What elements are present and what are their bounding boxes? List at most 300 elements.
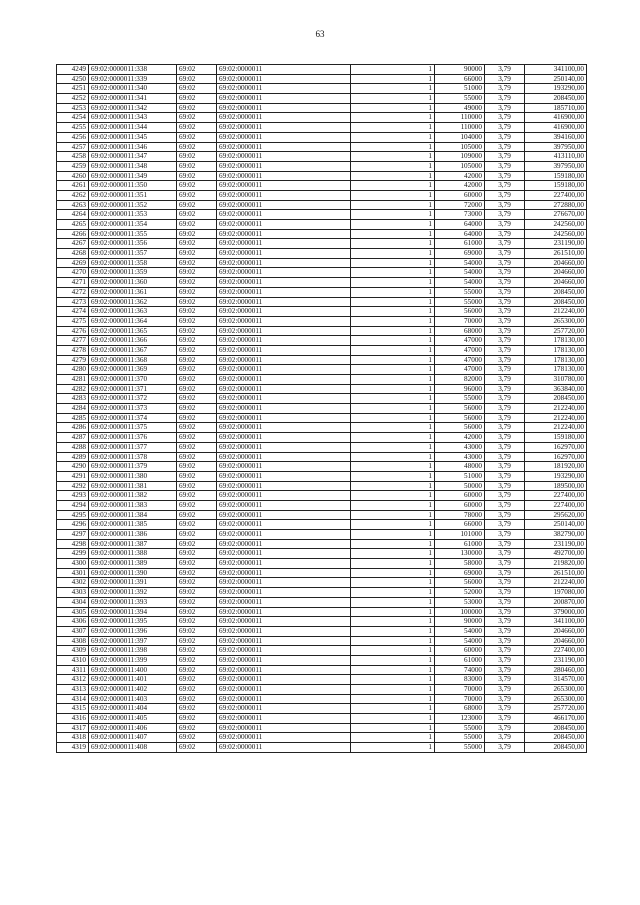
cadastral-quarter: 69:02:0000011: [217, 723, 351, 733]
cadastral-quarter: 69:02:0000011: [217, 152, 351, 162]
row-number: 4281: [57, 375, 89, 385]
cadastral-quarter: 69:02:0000011: [217, 355, 351, 365]
cadastral-number: 69:02:0000011:385: [89, 520, 177, 530]
cadastral-number: 69:02:0000011:384: [89, 510, 177, 520]
cadastral-quarter: 69:02:0000011: [217, 578, 351, 588]
area-cell: 104000: [435, 132, 485, 142]
rate-cell: 3,79: [485, 510, 525, 520]
cadastral-quarter: 69:02:0000011: [217, 433, 351, 443]
area-cell: 50000: [435, 481, 485, 491]
cadastral-quarter: 69:02:0000011: [217, 200, 351, 210]
rate-cell: 3,79: [485, 84, 525, 94]
area-cell: 49000: [435, 103, 485, 113]
cadastral-quarter: 69:02:0000011: [217, 181, 351, 191]
row-number: 4252: [57, 94, 89, 104]
amount-cell: 159180,00: [525, 433, 587, 443]
row-number: 4263: [57, 200, 89, 210]
cadastral-quarter: 69:02:0000011: [217, 171, 351, 181]
cadastral-quarter: 69:02:0000011: [217, 258, 351, 268]
area-cell: 48000: [435, 462, 485, 472]
district-code: 69:02: [177, 588, 217, 598]
quantity-cell: 1: [351, 278, 435, 288]
cadastral-quarter: 69:02:0000011: [217, 84, 351, 94]
amount-cell: 265300,00: [525, 316, 587, 326]
row-number: 4311: [57, 665, 89, 675]
rate-cell: 3,79: [485, 94, 525, 104]
cadastral-number: 69:02:0000011:401: [89, 675, 177, 685]
rate-cell: 3,79: [485, 491, 525, 501]
amount-cell: 185710,00: [525, 103, 587, 113]
cadastral-quarter: 69:02:0000011: [217, 491, 351, 501]
amount-cell: 466170,00: [525, 714, 587, 724]
table-row: [57, 607, 587, 617]
quantity-cell: 1: [351, 355, 435, 365]
cadastral-quarter: 69:02:0000011: [217, 336, 351, 346]
rate-cell: 3,79: [485, 500, 525, 510]
cadastral-number: 69:02:0000011:354: [89, 220, 177, 230]
row-number: 4258: [57, 152, 89, 162]
cadastral-quarter: 69:02:0000011: [217, 539, 351, 549]
table-row: [57, 733, 587, 743]
quantity-cell: 1: [351, 123, 435, 133]
quantity-cell: 1: [351, 161, 435, 171]
cadastral-quarter: 69:02:0000011: [217, 113, 351, 123]
amount-cell: 178130,00: [525, 365, 587, 375]
cadastral-number: 69:02:0000011:361: [89, 287, 177, 297]
amount-cell: 231190,00: [525, 539, 587, 549]
row-number: 4273: [57, 297, 89, 307]
table-row: [57, 530, 587, 540]
quantity-cell: 1: [351, 249, 435, 259]
cadastral-quarter: 69:02:0000011: [217, 384, 351, 394]
district-code: 69:02: [177, 607, 217, 617]
table-row: [57, 142, 587, 152]
amount-cell: 181920,00: [525, 462, 587, 472]
row-number: 4306: [57, 617, 89, 627]
table-row: [57, 685, 587, 695]
row-number: 4315: [57, 704, 89, 714]
cadastral-number: 69:02:0000011:352: [89, 200, 177, 210]
cadastral-number: 69:02:0000011:367: [89, 345, 177, 355]
cadastral-quarter: 69:02:0000011: [217, 510, 351, 520]
rate-cell: 3,79: [485, 481, 525, 491]
cadastral-quarter: 69:02:0000011: [217, 685, 351, 695]
row-number: 4261: [57, 181, 89, 191]
cadastral-number: 69:02:0000011:362: [89, 297, 177, 307]
amount-cell: 314570,00: [525, 675, 587, 685]
amount-cell: 280460,00: [525, 665, 587, 675]
rate-cell: 3,79: [485, 714, 525, 724]
quantity-cell: 1: [351, 142, 435, 152]
area-cell: 70000: [435, 685, 485, 695]
district-code: 69:02: [177, 384, 217, 394]
row-number: 4295: [57, 510, 89, 520]
cadastral-quarter: 69:02:0000011: [217, 520, 351, 530]
area-cell: 47000: [435, 365, 485, 375]
table-row: [57, 636, 587, 646]
rate-cell: 3,79: [485, 413, 525, 423]
amount-cell: 208450,00: [525, 94, 587, 104]
cadastral-quarter: 69:02:0000011: [217, 268, 351, 278]
rate-cell: 3,79: [485, 588, 525, 598]
cadastral-number: 69:02:0000011:360: [89, 278, 177, 288]
rate-cell: 3,79: [485, 675, 525, 685]
row-number: 4293: [57, 491, 89, 501]
cadastral-quarter: 69:02:0000011: [217, 365, 351, 375]
cadastral-number: 69:02:0000011:381: [89, 481, 177, 491]
cadastral-quarter: 69:02:0000011: [217, 142, 351, 152]
table-row: [57, 355, 587, 365]
district-code: 69:02: [177, 171, 217, 181]
table-row: [57, 578, 587, 588]
cadastral-number: 69:02:0000011:339: [89, 74, 177, 84]
row-number: 4316: [57, 714, 89, 724]
cadastral-quarter: 69:02:0000011: [217, 278, 351, 288]
table-row: [57, 675, 587, 685]
quantity-cell: 1: [351, 646, 435, 656]
area-cell: 54000: [435, 626, 485, 636]
rate-cell: 3,79: [485, 694, 525, 704]
table-row: [57, 520, 587, 530]
cadastral-number: 69:02:0000011:347: [89, 152, 177, 162]
cadastral-number: 69:02:0000011:382: [89, 491, 177, 501]
district-code: 69:02: [177, 142, 217, 152]
area-cell: 55000: [435, 287, 485, 297]
area-cell: 42000: [435, 171, 485, 181]
quantity-cell: 1: [351, 365, 435, 375]
row-number: 4257: [57, 142, 89, 152]
quantity-cell: 1: [351, 549, 435, 559]
rate-cell: 3,79: [485, 733, 525, 743]
cadastral-number: 69:02:0000011:364: [89, 316, 177, 326]
amount-cell: 341100,00: [525, 617, 587, 627]
rate-cell: 3,79: [485, 152, 525, 162]
amount-cell: 208450,00: [525, 287, 587, 297]
amount-cell: 204660,00: [525, 636, 587, 646]
row-number: 4308: [57, 636, 89, 646]
quantity-cell: 1: [351, 152, 435, 162]
rate-cell: 3,79: [485, 442, 525, 452]
district-code: 69:02: [177, 74, 217, 84]
district-code: 69:02: [177, 694, 217, 704]
district-code: 69:02: [177, 84, 217, 94]
cadastral-number: 69:02:0000011:363: [89, 307, 177, 317]
row-number: 4254: [57, 113, 89, 123]
row-number: 4256: [57, 132, 89, 142]
district-code: 69:02: [177, 365, 217, 375]
district-code: 69:02: [177, 336, 217, 346]
table-row: [57, 326, 587, 336]
district-code: 69:02: [177, 229, 217, 239]
amount-cell: 212240,00: [525, 404, 587, 414]
row-number: 4268: [57, 249, 89, 259]
row-number: 4277: [57, 336, 89, 346]
cadastral-quarter: 69:02:0000011: [217, 530, 351, 540]
quantity-cell: 1: [351, 733, 435, 743]
cadastral-quarter: 69:02:0000011: [217, 500, 351, 510]
cadastral-number: 69:02:0000011:370: [89, 375, 177, 385]
rate-cell: 3,79: [485, 113, 525, 123]
amount-cell: 212240,00: [525, 578, 587, 588]
district-code: 69:02: [177, 278, 217, 288]
amount-cell: 219820,00: [525, 559, 587, 569]
cadastral-quarter: 69:02:0000011: [217, 394, 351, 404]
cadastral-number: 69:02:0000011:408: [89, 743, 177, 753]
cadastral-number: 69:02:0000011:388: [89, 549, 177, 559]
row-number: 4313: [57, 685, 89, 695]
row-number: 4266: [57, 229, 89, 239]
area-cell: 47000: [435, 355, 485, 365]
district-code: 69:02: [177, 190, 217, 200]
quantity-cell: 1: [351, 559, 435, 569]
area-cell: 109000: [435, 152, 485, 162]
quantity-cell: 1: [351, 336, 435, 346]
cadastral-number: 69:02:0000011:358: [89, 258, 177, 268]
district-code: 69:02: [177, 307, 217, 317]
table-row: [57, 617, 587, 627]
area-cell: 55000: [435, 743, 485, 753]
table-row: [57, 123, 587, 133]
area-cell: 82000: [435, 375, 485, 385]
row-number: 4285: [57, 413, 89, 423]
quantity-cell: 1: [351, 132, 435, 142]
amount-cell: 208450,00: [525, 723, 587, 733]
cadastral-number: 69:02:0000011:344: [89, 123, 177, 133]
cadastral-quarter: 69:02:0000011: [217, 74, 351, 84]
area-cell: 47000: [435, 336, 485, 346]
area-cell: 83000: [435, 675, 485, 685]
amount-cell: 397950,00: [525, 161, 587, 171]
table-row: [57, 297, 587, 307]
amount-cell: 265300,00: [525, 694, 587, 704]
row-number: 4267: [57, 239, 89, 249]
area-cell: 42000: [435, 433, 485, 443]
quantity-cell: 1: [351, 190, 435, 200]
rate-cell: 3,79: [485, 345, 525, 355]
rate-cell: 3,79: [485, 471, 525, 481]
amount-cell: 257720,00: [525, 326, 587, 336]
cadastral-number: 69:02:0000011:371: [89, 384, 177, 394]
amount-cell: 310780,00: [525, 375, 587, 385]
rate-cell: 3,79: [485, 636, 525, 646]
area-cell: 61000: [435, 239, 485, 249]
cadastral-quarter: 69:02:0000011: [217, 229, 351, 239]
amount-cell: 397950,00: [525, 142, 587, 152]
area-cell: 70000: [435, 694, 485, 704]
district-code: 69:02: [177, 423, 217, 433]
row-number: 4298: [57, 539, 89, 549]
district-code: 69:02: [177, 578, 217, 588]
area-cell: 60000: [435, 646, 485, 656]
cadastral-quarter: 69:02:0000011: [217, 452, 351, 462]
cadastral-quarter: 69:02:0000011: [217, 190, 351, 200]
district-code: 69:02: [177, 500, 217, 510]
area-cell: 60000: [435, 500, 485, 510]
quantity-cell: 1: [351, 65, 435, 75]
area-cell: 74000: [435, 665, 485, 675]
rate-cell: 3,79: [485, 704, 525, 714]
cadastral-quarter: 69:02:0000011: [217, 714, 351, 724]
area-cell: 68000: [435, 704, 485, 714]
cadastral-number: 69:02:0000011:393: [89, 597, 177, 607]
table-row: [57, 287, 587, 297]
row-number: 4272: [57, 287, 89, 297]
row-number: 4317: [57, 723, 89, 733]
district-code: 69:02: [177, 723, 217, 733]
amount-cell: 413110,00: [525, 152, 587, 162]
cadastral-number: 69:02:0000011:386: [89, 530, 177, 540]
table-row: [57, 471, 587, 481]
row-number: 4314: [57, 694, 89, 704]
amount-cell: 178130,00: [525, 355, 587, 365]
area-cell: 56000: [435, 404, 485, 414]
amount-cell: 159180,00: [525, 171, 587, 181]
district-code: 69:02: [177, 452, 217, 462]
district-code: 69:02: [177, 704, 217, 714]
quantity-cell: 1: [351, 607, 435, 617]
cadastral-number: 69:02:0000011:376: [89, 433, 177, 443]
table-row: [57, 239, 587, 249]
row-number: 4299: [57, 549, 89, 559]
district-code: 69:02: [177, 113, 217, 123]
rate-cell: 3,79: [485, 297, 525, 307]
rate-cell: 3,79: [485, 665, 525, 675]
table-row: [57, 220, 587, 230]
cadastral-quarter: 69:02:0000011: [217, 743, 351, 753]
area-cell: 55000: [435, 297, 485, 307]
quantity-cell: 1: [351, 384, 435, 394]
quantity-cell: 1: [351, 394, 435, 404]
row-number: 4290: [57, 462, 89, 472]
table-row: [57, 626, 587, 636]
cadastral-quarter: 69:02:0000011: [217, 617, 351, 627]
cadastral-number: 69:02:0000011:394: [89, 607, 177, 617]
quantity-cell: 1: [351, 714, 435, 724]
cadastral-number: 69:02:0000011:380: [89, 471, 177, 481]
table-row: [57, 452, 587, 462]
cadastral-number: 69:02:0000011:366: [89, 336, 177, 346]
cadastral-quarter: 69:02:0000011: [217, 210, 351, 220]
district-code: 69:02: [177, 268, 217, 278]
quantity-cell: 1: [351, 268, 435, 278]
cadastral-quarter: 69:02:0000011: [217, 733, 351, 743]
amount-cell: 250140,00: [525, 74, 587, 84]
quantity-cell: 1: [351, 103, 435, 113]
row-number: 4307: [57, 626, 89, 636]
rate-cell: 3,79: [485, 384, 525, 394]
row-number: 4296: [57, 520, 89, 530]
row-number: 4274: [57, 307, 89, 317]
area-cell: 110000: [435, 123, 485, 133]
cadastral-quarter: 69:02:0000011: [217, 239, 351, 249]
cadastral-number: 69:02:0000011:365: [89, 326, 177, 336]
area-cell: 47000: [435, 345, 485, 355]
quantity-cell: 1: [351, 481, 435, 491]
cadastral-quarter: 69:02:0000011: [217, 626, 351, 636]
table-row: [57, 132, 587, 142]
area-cell: 53000: [435, 597, 485, 607]
district-code: 69:02: [177, 316, 217, 326]
table-row: [57, 597, 587, 607]
district-code: 69:02: [177, 491, 217, 501]
district-code: 69:02: [177, 617, 217, 627]
area-cell: 56000: [435, 307, 485, 317]
area-cell: 105000: [435, 161, 485, 171]
quantity-cell: 1: [351, 74, 435, 84]
table-row: [57, 65, 587, 75]
quantity-cell: 1: [351, 588, 435, 598]
cadastral-quarter: 69:02:0000011: [217, 559, 351, 569]
district-code: 69:02: [177, 539, 217, 549]
cadastral-quarter: 69:02:0000011: [217, 588, 351, 598]
quantity-cell: 1: [351, 655, 435, 665]
row-number: 4260: [57, 171, 89, 181]
district-code: 69:02: [177, 597, 217, 607]
amount-cell: 242560,00: [525, 229, 587, 239]
table-row: [57, 84, 587, 94]
quantity-cell: 1: [351, 723, 435, 733]
cadastral-quarter: 69:02:0000011: [217, 345, 351, 355]
district-code: 69:02: [177, 287, 217, 297]
rate-cell: 3,79: [485, 190, 525, 200]
rate-cell: 3,79: [485, 685, 525, 695]
cadastral-number: 69:02:0000011:379: [89, 462, 177, 472]
quantity-cell: 1: [351, 452, 435, 462]
cadastral-quarter: 69:02:0000011: [217, 655, 351, 665]
cadastral-quarter: 69:02:0000011: [217, 65, 351, 75]
area-cell: 101000: [435, 530, 485, 540]
area-cell: 96000: [435, 384, 485, 394]
area-cell: 66000: [435, 520, 485, 530]
cadastral-quarter: 69:02:0000011: [217, 103, 351, 113]
rate-cell: 3,79: [485, 743, 525, 753]
cadastral-number: 69:02:0000011:369: [89, 365, 177, 375]
table-row: [57, 404, 587, 414]
quantity-cell: 1: [351, 578, 435, 588]
row-number: 4288: [57, 442, 89, 452]
cadastral-number: 69:02:0000011:372: [89, 394, 177, 404]
amount-cell: 227400,00: [525, 190, 587, 200]
rate-cell: 3,79: [485, 287, 525, 297]
district-code: 69:02: [177, 65, 217, 75]
rate-cell: 3,79: [485, 258, 525, 268]
amount-cell: 208450,00: [525, 743, 587, 753]
area-cell: 54000: [435, 268, 485, 278]
row-number: 4270: [57, 268, 89, 278]
cadastral-number: 69:02:0000011:374: [89, 413, 177, 423]
rate-cell: 3,79: [485, 200, 525, 210]
area-cell: 56000: [435, 423, 485, 433]
rate-cell: 3,79: [485, 520, 525, 530]
quantity-cell: 1: [351, 316, 435, 326]
row-number: 4262: [57, 190, 89, 200]
amount-cell: 242560,00: [525, 220, 587, 230]
row-number: 4301: [57, 568, 89, 578]
row-number: 4287: [57, 433, 89, 443]
quantity-cell: 1: [351, 685, 435, 695]
cadastral-number: 69:02:0000011:353: [89, 210, 177, 220]
quantity-cell: 1: [351, 113, 435, 123]
district-code: 69:02: [177, 685, 217, 695]
rate-cell: 3,79: [485, 181, 525, 191]
table-row: [57, 423, 587, 433]
cadastral-number: 69:02:0000011:345: [89, 132, 177, 142]
cadastral-number: 69:02:0000011:346: [89, 142, 177, 152]
quantity-cell: 1: [351, 597, 435, 607]
quantity-cell: 1: [351, 171, 435, 181]
district-code: 69:02: [177, 200, 217, 210]
quantity-cell: 1: [351, 665, 435, 675]
